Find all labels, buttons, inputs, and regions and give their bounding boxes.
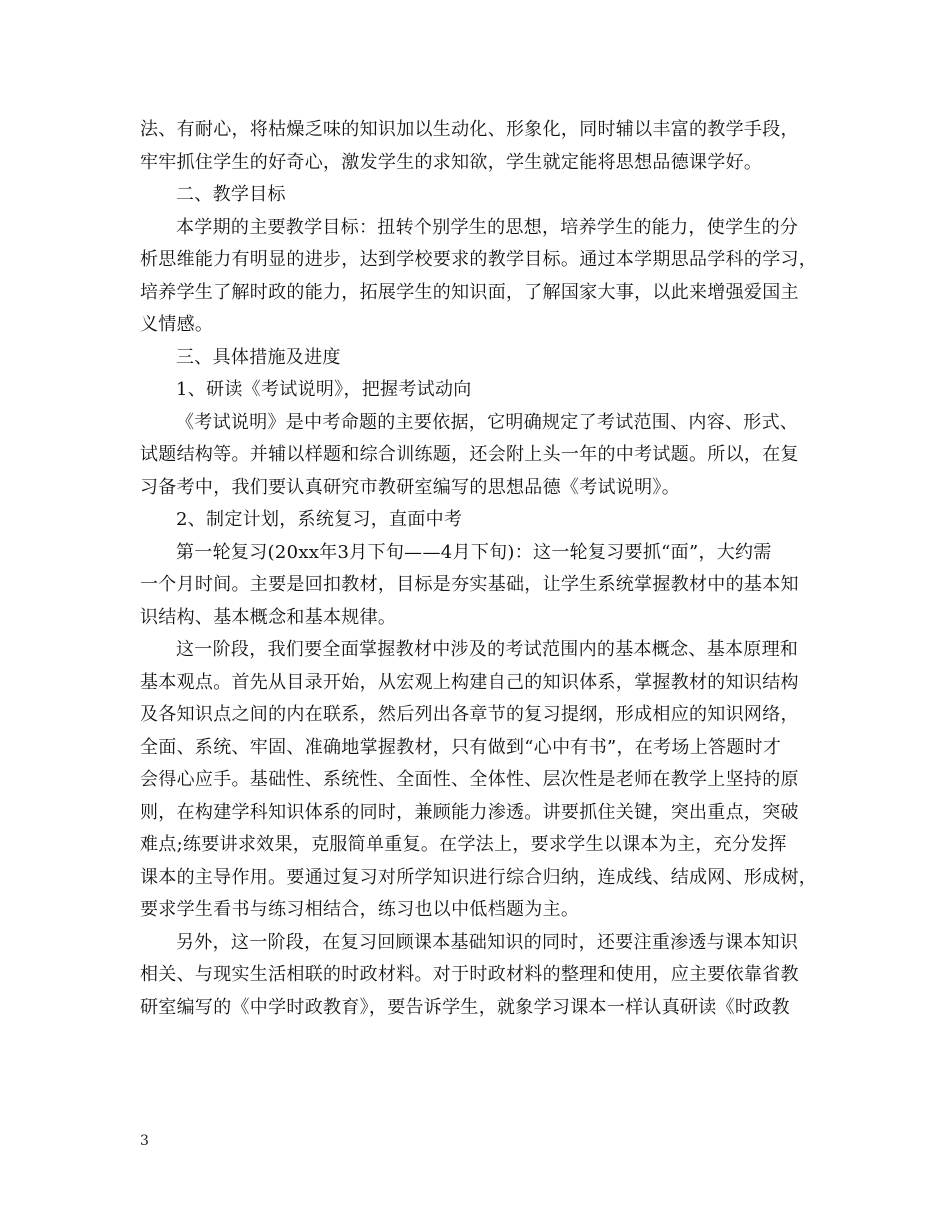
text-line: 课本的主导作用。要通过复习对所学知识进行综合归纳，连成线、结成网、形成树， (140, 866, 818, 888)
text-line: 要求学生看书与练习相结合，练习也以中低档题为主。 (140, 899, 580, 920)
text-line: 及各知识点之间的内在联系，然后列出各章节的复习提纲，形成相应的知识网络， (140, 704, 799, 725)
text-line: 1、研读《考试说明》，把握考试动向 (176, 379, 472, 400)
text-line: 第一轮复习(20xx年3月下旬——4月下旬)：这一轮复习要抓“面”，大约需 (176, 541, 772, 563)
text-line: 牢牢抓住学生的好奇心，激发学生的求知欲，学生就定能将思想品德课学好。 (140, 151, 763, 173)
text-line: 识结构、基本概念和基本规律。 (140, 606, 397, 628)
text-line: 试题结构等。并辅以样题和综合训练题，还会附上头一年的中考试题。所以，在复 (140, 444, 799, 465)
text-line: 则，在构建学科知识体系的同时，兼顾能力渗透。讲要抓住关键，突出重点，突破 (140, 801, 799, 823)
text-line: 培养学生了解时政的能力，拓展学生的知识面，了解国家大事，以此来增强爱国主 (140, 281, 799, 303)
text-line: 二、教学目标 (176, 184, 286, 205)
text-line: 《考试说明》是中考命题的主要依据，它明确规定了考试范围、内容、形式、 (176, 411, 799, 433)
text-line: 研室编写的《中学时政教育》，要告诉学生，就象学习课本一样认真研读《时政教 (140, 996, 790, 1018)
text-line: 相关、与现实生活相联的时政材料。对于时政材料的整理和使用，应主要依靠省教 (140, 964, 799, 985)
text-line: 习备考中，我们要认真研究市教研室编写的思想品德《考试说明》。 (140, 476, 680, 498)
text-line: 一个月时间。主要是回扣教材，目标是夯实基础，让学生系统掌握教材中的基本知 (140, 574, 799, 595)
text-line: 2、制定计划，系统复习，直面中考 (176, 509, 463, 530)
text-line: 义情感。 (140, 314, 214, 335)
text-line: 另外，这一阶段，在复习回顾课本基础知识的同时，还要注重渗透与课本知识 (176, 931, 799, 953)
text-line: 本学期的主要教学目标：扭转个别学生的思想，培养学生的能力，使学生的分 (176, 216, 799, 238)
text-line: 会得心应手。基础性、系统性、全面性、全体性、层次性是老师在教学上坚持的原 (140, 769, 799, 790)
text-line: 这一阶段，我们要全面掌握教材中涉及的考试范围内的基本概念、基本原理和 (176, 639, 799, 660)
text-line: 析思维能力有明显的进步，达到学校要求的教学目标。通过本学期思品学科的学习， (140, 249, 818, 270)
page-number: 3 (140, 1133, 149, 1149)
text-line: 难点;练要讲求效果，克服简单重复。在学法上，要求学生以课本为主，充分发挥 (140, 834, 787, 855)
text-line: 基本观点。首先从目录开始，从宏观上构建自己的知识体系，掌握教材的知识结构 (140, 671, 799, 693)
text-line: 全面、系统、牢固、准确地掌握教材，只有做到“心中有书”，在考场上答题时才 (140, 736, 782, 758)
text-line: 法、有耐心，将枯燥乏味的知识加以生动化、形象化，同时辅以丰富的教学手段， (140, 119, 799, 140)
text-line: 三、具体措施及进度 (176, 346, 341, 368)
document-body (140, 114, 820, 1024)
